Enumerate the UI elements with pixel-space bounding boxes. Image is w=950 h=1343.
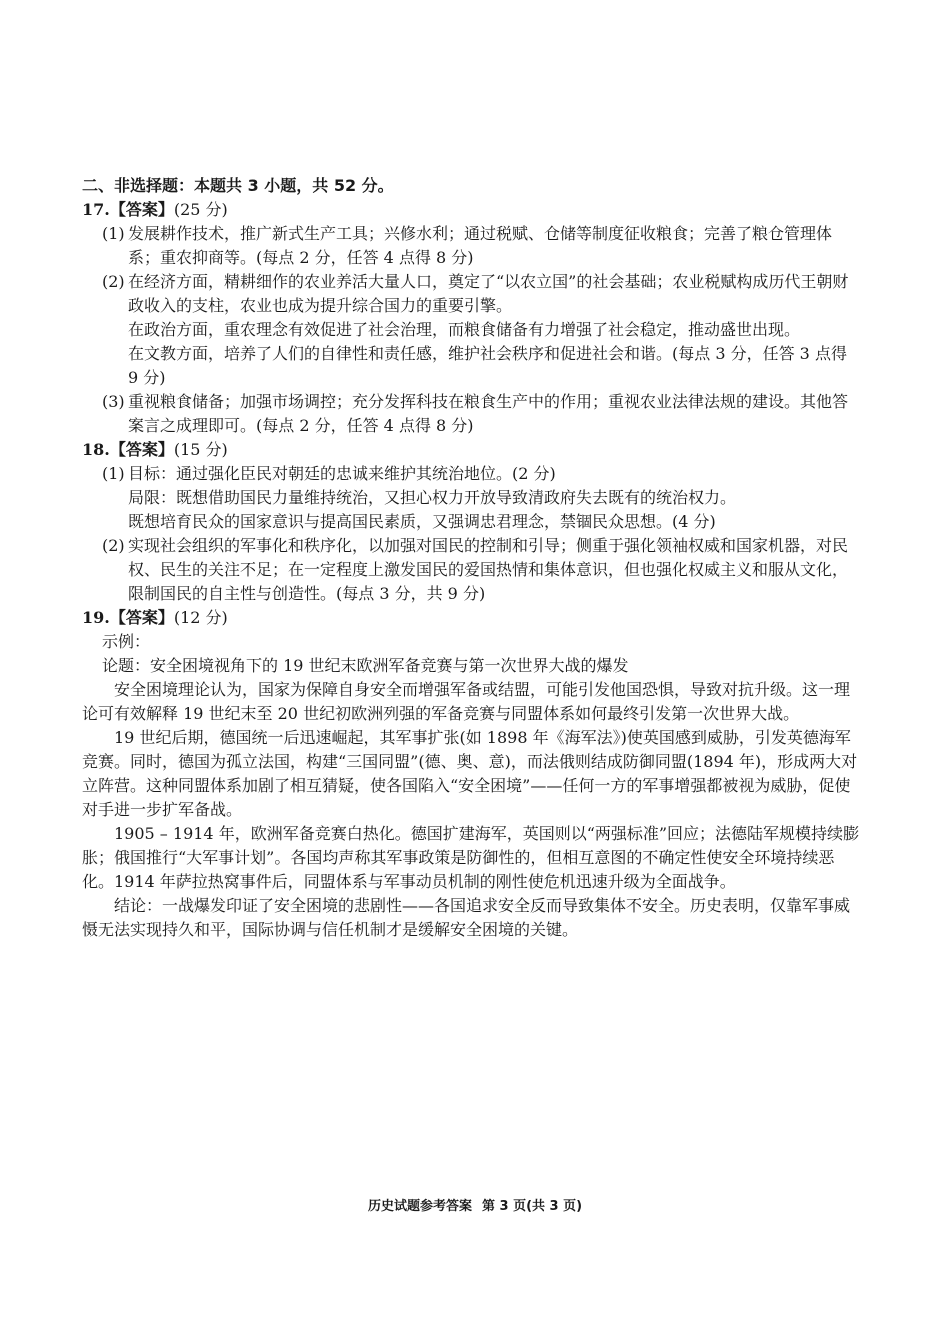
q17-part2-economy: 在经济方面，精耕细作的农业养活大量人口，奠定了“以农立国”的社会基础；农业税赋构成历代王朝财政收入的支柱，农业也成为提升综合国力的重要引擎。 [128, 272, 849, 315]
q17-part3 [82, 390, 862, 438]
q17-part3-number: (3) [102, 392, 125, 411]
q17-part1-number: (1) [102, 224, 125, 243]
footer-title: 历史试题参考答案 [367, 1199, 472, 1214]
footer-page-number: 第 3 页(共 3 页) [481, 1199, 583, 1214]
q18-part1 [82, 462, 862, 486]
q18-score: (15 分) [173, 440, 228, 459]
q19-example-label: 示例： [102, 632, 151, 651]
q18-part1-goal: 目标：通过强化臣民对朝廷的忠诚来维护其统治地位。(2 分) [128, 464, 556, 483]
q17-part1 [82, 222, 862, 270]
q19-thesis: 论题：安全困境视角下的 19 世纪末欧洲军备竞赛与第一次世界大战的爆发 [102, 656, 629, 675]
q19-paragraph-2: 19 世纪后期，德国统一后迅速崛起，其军事扩张(如 1898 年《海军法》)使英国感到威胁，引发英德海军竞赛。同时，德国为孤立法国，构建“三国同盟”(德、奥、意)，而法俄则结成防御同盟(1894 年)，形成两大对立阵营。这种同盟体系加剧了相互猜疑，使各国陷入“安全困境”——任何一方的军事增强都被视为威胁，促使对手进一步扩军备战。 [82, 728, 858, 819]
q18-part2-number: (2) [102, 536, 125, 555]
q17-heading [82, 198, 862, 222]
q18-part1-number: (1) [102, 464, 125, 483]
q17-score: (25 分) [173, 200, 228, 219]
q18-part1-limit-1: 局限：既想借助国民力量维持统治，又担心权力开放导致清政府失去既有的统治权力。 [128, 488, 737, 507]
q18-label: 18.【答案】 [82, 440, 174, 459]
q17-label: 17.【答案】 [82, 200, 174, 219]
q17-part2-politics: 在政治方面，重农理念有效促进了社会治理，而粮食储备有力增强了社会稳定，推动盛世出现。 [128, 320, 801, 339]
q17-part2-number: (2) [102, 272, 125, 291]
q18-part2 [82, 534, 862, 606]
section-title: 二、非选择题：本题共 3 小题，共 52 分。 [82, 176, 394, 195]
q19-conclusion: 结论：一战爆发印证了安全困境的悲剧性——各国追求安全反而导致集体不安全。历史表明，仅靠军事威慑无法实现持久和平，国际协调与信任机制才是缓解安全困境的关键。 [82, 896, 851, 939]
q18-heading [82, 438, 862, 462]
q19-heading [82, 606, 862, 630]
q17-part1-text: 发展耕作技术，推广新式生产工具；兴修水利；通过税赋、仓储等制度征收粮食；完善了粮仓管理体系；重农抑商等。(每点 2 分，任答 4 点得 8 分) [128, 224, 833, 267]
q18-part1-limit-2: 既想培育民众的国家意识与提高国民素质，又强调忠君理念，禁锢民众思想。(4 分) [128, 512, 716, 531]
q17-part2-culture: 在文教方面，培养了人们的自律性和责任感，维护社会秩序和促进社会和谐。(每点 3 分，任答 3 点得 9 分) [128, 344, 847, 387]
q19-paragraph-1: 安全困境理论认为，国家为保障自身安全而增强军备或结盟，可能引发他国恐惧，导致对抗升级。这一理论可有效解释 19 世纪末至 20 世纪初欧洲列强的军备竞赛与同盟体系如何最终引发第一次世界大战。 [82, 680, 851, 723]
q19-paragraph-3: 1905 – 1914 年，欧洲军备竞赛白热化。德国扩建海军，英国则以“两强标准”回应；法德陆军规模持续膨胀；俄国推行“大军事计划”。各国均声称其军事政策是防御性的，但相互意图的不确定性使安全环境持续恶化。1914 年萨拉热窝事件后，同盟体系与军事动员机制的刚性使危机迅速升级为全面战争。 [82, 824, 860, 891]
page-footer [0, 1195, 950, 1219]
q17-part2 [82, 270, 862, 318]
q18-part2-text: 实现社会组织的军事化和秩序化，以加强对国民的控制和引导；侧重于强化领袖权威和国家机器，对民权、民生的关注不足；在一定程度上激发国民的爱国热情和集体意识，但也强化权威主义和服从文化，限制国民的自主性与创造性。(每点 3 分，共 9 分) [128, 536, 849, 603]
q19-label: 19.【答案】 [82, 608, 174, 627]
q19-score: (12 分) [173, 608, 228, 627]
answer-content [82, 174, 862, 942]
q17-part3-text: 重视粮食储备；加强市场调控；充分发挥科技在粮食生产中的作用；重视农业法律法规的建设。其他答案言之成理即可。(每点 2 分，任答 4 点得 8 分) [128, 392, 849, 435]
